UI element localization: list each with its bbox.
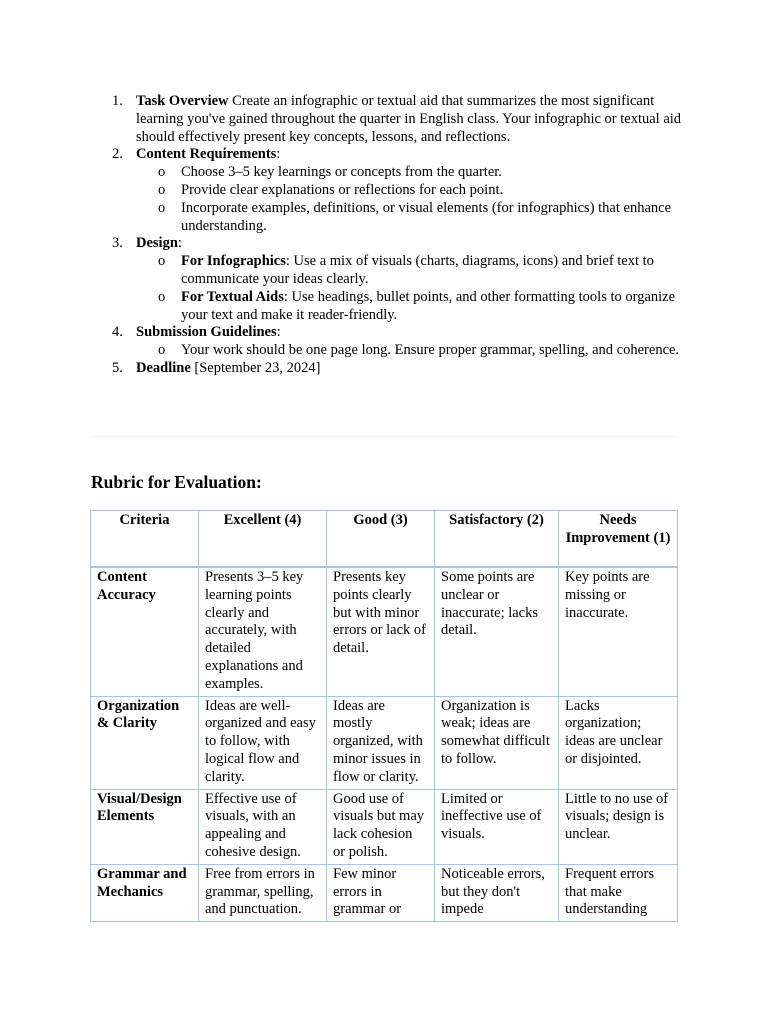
table-header-row [91, 511, 678, 568]
sub-list-item [136, 342, 686, 360]
excellent-cell: Ideas are well-organized and easy to follow, with logical flow and clarity. [199, 696, 327, 789]
section-divider [91, 436, 677, 437]
criteria-cell: Content Accuracy [91, 567, 199, 696]
table-row [91, 567, 678, 696]
good-cell: Good use of visuals but may lack cohesion or polish. [327, 789, 435, 864]
instruction-label: Deadline [136, 359, 191, 376]
criteria-cell: Organization & Clarity [91, 696, 199, 789]
instruction-separator: : [177, 235, 182, 252]
instruction-text: Create an infographic or textual aid that summarizes the most significant learning you've gained throughout the quarter in English class. Your infographic or textual aid should effectively present key concepts, lessons, and reflections. [136, 93, 682, 145]
bullet-icon: o [158, 181, 166, 198]
sub-item-text: Choose 3–5 key learnings or concepts from the quarter. [181, 164, 502, 181]
column-header-needs-improvement: Needs Improvement (1) [559, 511, 678, 568]
excellent-cell: Free from errors in grammar, spelling, and punctuation. [199, 864, 327, 921]
sub-list-item [136, 182, 686, 200]
instruction-label: Task Overview [136, 93, 229, 109]
satisfactory-cell: Organization is weak; ideas are somewhat difficult to follow. [435, 696, 559, 789]
sub-item-text: Incorporate examples, definitions, or visual elements (for infographics) that enhance understanding. [181, 199, 672, 234]
sub-item-text: Provide clear explanations or reflections for each point. [181, 181, 504, 198]
sub-item-label: For Textual Aids [181, 288, 284, 305]
instruction-separator: : [276, 146, 281, 163]
sub-list-item [136, 253, 686, 289]
list-number: 3. [112, 235, 123, 252]
excellent-cell: Effective use of visuals, with an appealing and cohesive design. [199, 789, 327, 864]
bullet-icon: o [158, 342, 166, 359]
table-row [91, 789, 678, 864]
sub-item-text: : Use headings, bullet points, and other formatting tools to organize your text and make it reader-friendly. [181, 288, 676, 323]
column-header-good: Good (3) [327, 511, 435, 568]
needs-improvement-cell: Little to no use of visuals; design is unclear. [559, 789, 678, 864]
instruction-item-submission-guidelines [106, 324, 686, 360]
instruction-label: Design [136, 235, 178, 252]
excellent-cell: Presents 3–5 key learning points clearly and accurately, with detailed explanations and examples. [199, 567, 327, 696]
column-header-criteria: Criteria [91, 511, 199, 568]
instruction-item-task-overview [106, 93, 686, 146]
sub-list-item [136, 289, 686, 325]
satisfactory-cell: Noticeable errors, but they don't impede [435, 864, 559, 921]
satisfactory-cell: Some points are unclear or inaccurate; lacks detail. [435, 567, 559, 696]
bullet-icon: o [158, 199, 166, 216]
instruction-item-content-requirements [106, 146, 686, 235]
sub-item-text: : Use a mix of visuals (charts, diagrams, icons) and brief text to communicate your ideas clearly. [181, 253, 654, 287]
list-number: 2. [112, 146, 123, 163]
list-number: 4. [112, 324, 123, 341]
good-cell: Few minor errors in grammar or [327, 864, 435, 921]
good-cell: Ideas are mostly organized, with minor issues in flow or clarity. [327, 696, 435, 789]
column-header-satisfactory: Satisfactory (2) [435, 511, 559, 568]
column-header-excellent: Excellent (4) [199, 511, 327, 568]
instruction-label: Submission Guidelines [136, 324, 277, 341]
good-cell: Presents key points clearly but with minor errors or lack of detail. [327, 567, 435, 696]
sub-list [136, 342, 686, 360]
sub-list-item [136, 164, 686, 182]
rubric-table [90, 510, 678, 922]
bullet-icon: o [158, 253, 166, 270]
instruction-item-deadline [106, 360, 686, 378]
needs-improvement-cell: Frequent errors that make understanding [559, 864, 678, 921]
needs-improvement-cell: Lacks organization; ideas are unclear or disjointed. [559, 696, 678, 789]
needs-improvement-cell: Key points are missing or inaccurate. [559, 567, 678, 696]
criteria-cell: Grammar and Mechanics [91, 864, 199, 921]
sub-list [136, 253, 686, 324]
bullet-icon: o [158, 288, 166, 305]
sub-list-item [136, 200, 686, 236]
sub-list [136, 164, 686, 235]
rubric-heading: Rubric for Evaluation: [91, 472, 262, 492]
instruction-item-design [106, 235, 686, 324]
list-number: 1. [112, 93, 123, 109]
table-row [91, 696, 678, 789]
sub-item-label: For Infographics [181, 253, 286, 270]
instruction-text: [September 23, 2024] [190, 359, 321, 376]
sub-item-text: Your work should be one page long. Ensure proper grammar, spelling, and coherence. [181, 342, 680, 359]
table-row [91, 864, 678, 921]
instructions-list [106, 93, 686, 378]
bullet-icon: o [158, 164, 166, 181]
criteria-cell: Visual/Design Elements [91, 789, 199, 864]
satisfactory-cell: Limited or ineffective use of visuals. [435, 789, 559, 864]
list-number: 5. [112, 359, 123, 376]
instruction-separator: : [276, 324, 281, 341]
instruction-label: Content Requirements [136, 146, 277, 163]
